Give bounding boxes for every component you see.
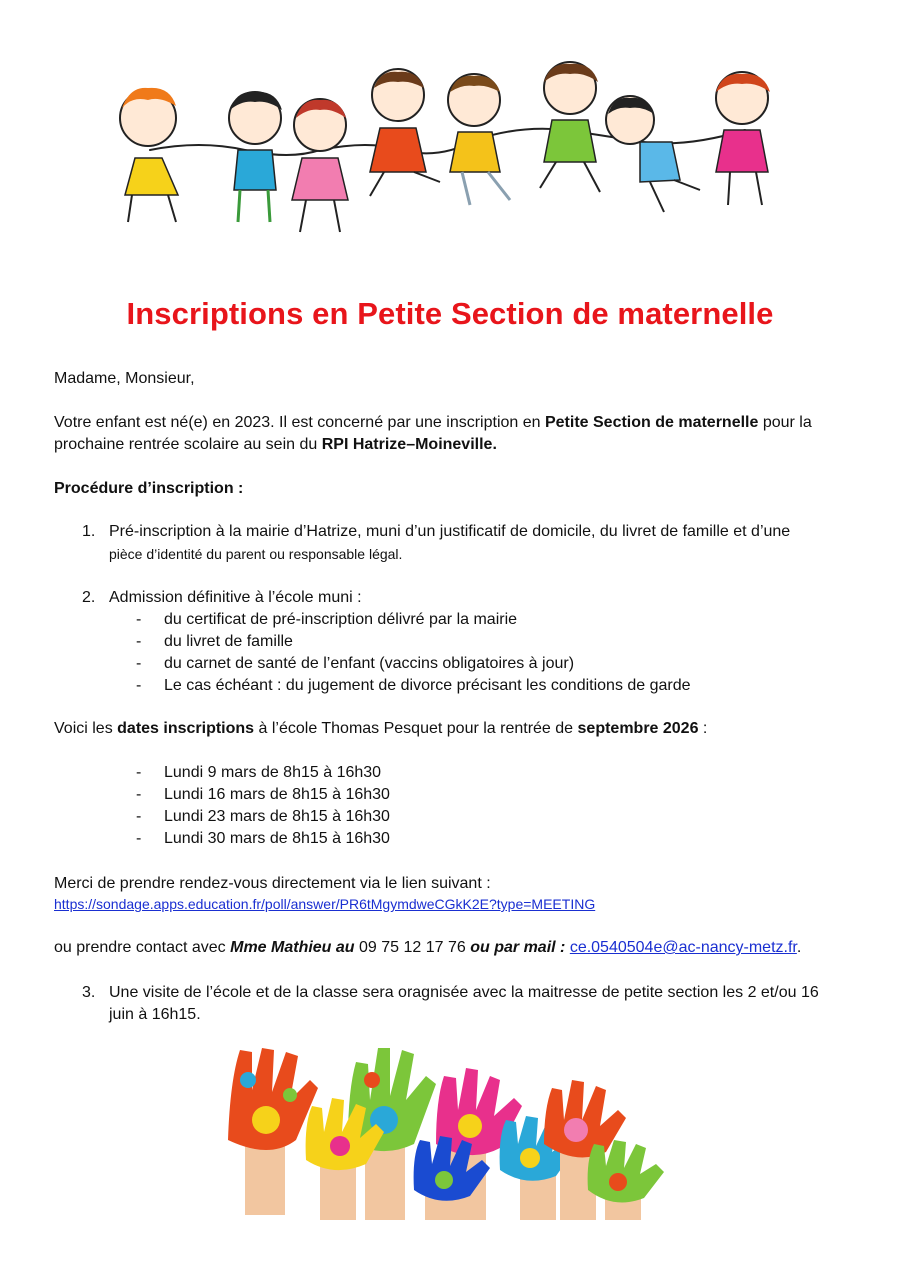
child-figure — [448, 74, 510, 205]
procedure-heading: Procédure d’inscription : — [54, 480, 244, 497]
date-item: Lundi 23 mars de 8h15 à 16h30 — [164, 808, 390, 825]
list-dash: - — [136, 808, 142, 825]
child-figure — [606, 96, 700, 212]
rdv-text: Merci de prendre rendez-vous directement via le lien suivant : — [54, 875, 491, 892]
list-dash: - — [136, 611, 142, 628]
child-figure — [370, 69, 440, 196]
step-1-line-1: Pré-inscription à la mairie d’Hatrize, muni d’un justificatif de domicile, du livret de famille et d’une — [109, 523, 791, 540]
email-link[interactable]: ce.0540504e@ac-nancy-metz.fr — [569, 939, 797, 956]
intro-text: Votre enfant est né(e) en 2023. Il est concerné par une inscription en — [54, 414, 545, 431]
contact-line: ou prendre contact avec Mme Mathieu au 09 75 12 17 76 ou par mail : ce.0540504e@ac-nancy-metz.fr. — [54, 939, 802, 956]
step-3-line-2: juin à 16h15. — [109, 1006, 201, 1023]
child-figure — [120, 88, 178, 222]
list-item: Le cas échéant : du jugement de divorce précisant les conditions de garde — [164, 677, 691, 694]
intro-text-2: prochaine rentrée scolaire au sein du — [54, 436, 322, 453]
list-dash: - — [136, 633, 142, 650]
dates-intro: Voici les dates inscriptions à l’école Thomas Pesquet pour la rentrée de septembre 2026 : — [54, 720, 708, 737]
date-item: Lundi 16 mars de 8h15 à 16h30 — [164, 786, 390, 803]
list-dash: - — [136, 655, 142, 672]
child-figure — [292, 99, 348, 232]
list-item: du certificat de pré-inscription délivré par la mairie — [164, 611, 518, 628]
list-dash: - — [136, 786, 142, 803]
list-dash: - — [136, 764, 142, 781]
page-title: Inscriptions en Petite Section de maternelle — [126, 296, 774, 331]
rdv-link-line — [54, 893, 595, 915]
intro-line-1 — [54, 412, 812, 434]
date-item: Lundi 9 mars de 8h15 à 16h30 — [164, 764, 382, 781]
list-item: du carnet de santé de l’enfant (vaccins obligatoires à jour) — [164, 655, 575, 672]
list-dash: - — [136, 830, 142, 847]
painted-hands-illustration — [0, 1040, 900, 1220]
child-figure — [540, 62, 600, 192]
date-item: Lundi 30 mars de 8h15 à 16h30 — [164, 830, 390, 847]
step-3-number: 3. — [82, 984, 96, 1001]
child-figure — [229, 92, 282, 222]
child-figure — [716, 72, 770, 205]
step-1-line-2: pièce d’identité du parent ou responsable légal. — [109, 546, 403, 562]
intro-text-end: pour la — [758, 414, 812, 431]
intro-bold-section: Petite Section de maternelle — [544, 414, 759, 431]
list-item: du livret de famille — [164, 633, 293, 650]
intro-line-2 — [54, 434, 497, 456]
rdv-link[interactable]: https://sondage.apps.education.fr/poll/answer/PR6tMgymdweCGkK2E?type=MEETING — [54, 896, 596, 912]
step-2-line: Admission définitive à l’école muni : — [109, 589, 362, 606]
intro-bold-rpi: RPI Hatrize–Moineville. — [321, 436, 497, 453]
greeting: Madame, Monsieur, — [54, 370, 195, 387]
painted-hand — [228, 1048, 318, 1215]
step-2-number: 2. — [82, 589, 96, 606]
step-1-number: 1. — [82, 523, 96, 540]
list-dash: - — [136, 677, 142, 694]
painted-hand — [588, 1140, 664, 1220]
step-3-line-1: Une visite de l’école et de la classe sera oragnisée avec la maitresse de petite section les 2 et/ou 16 — [109, 984, 819, 1001]
children-illustration — [0, 0, 900, 260]
